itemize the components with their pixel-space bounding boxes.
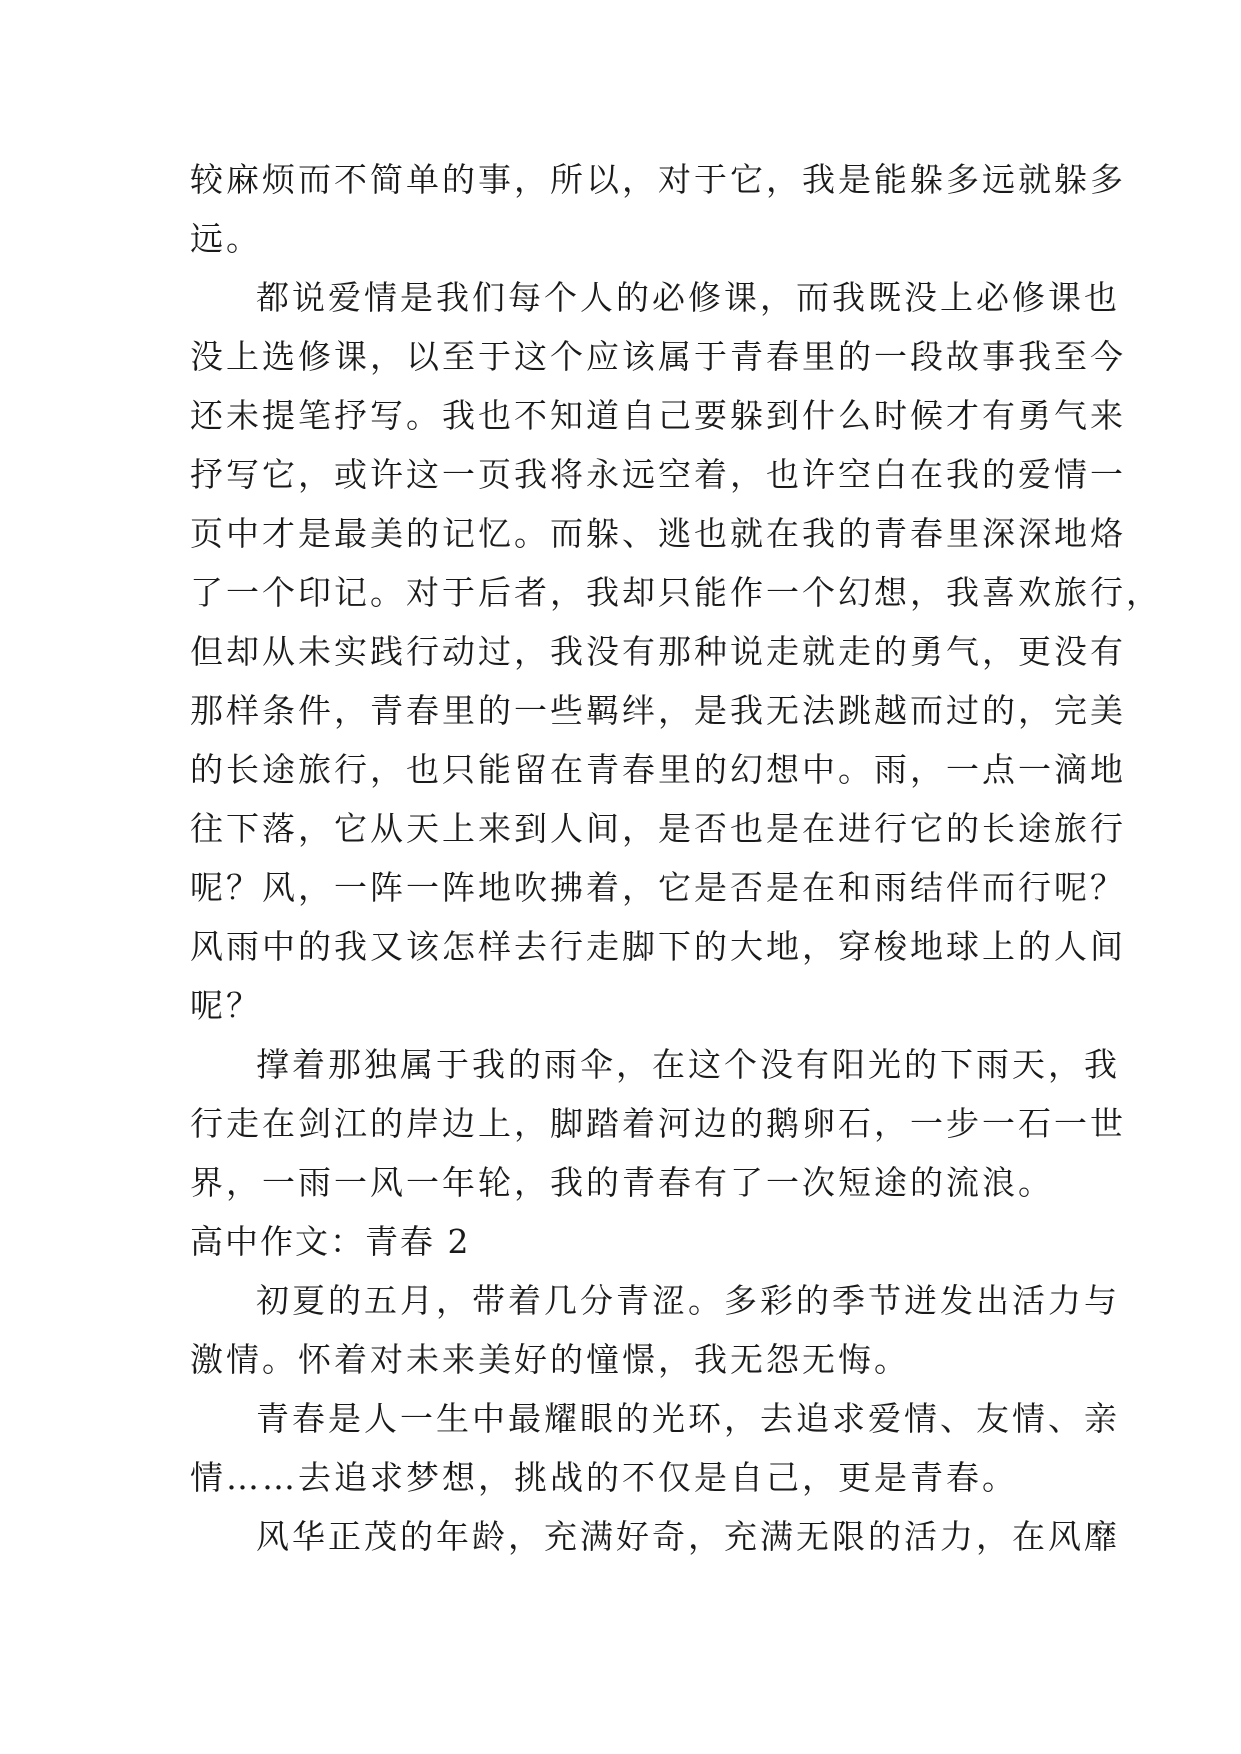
paragraph-start-line: 都说爱情是我们每个人的必修课，而我既没上必修课也 (256, 278, 1120, 317)
paragraph-start-line: 初夏的五月，带着几分青涩。多彩的季节迸发出活力与 (256, 1281, 1120, 1320)
text-line: 往下落，它从天上来到人间，是否也是在进行它的长途旅行 (190, 809, 1126, 848)
text-line: 激情。怀着对未来美好的憧憬，我无怨无悔。 (190, 1340, 910, 1379)
paragraph-start-line: 撑着那独属于我的雨伞，在这个没有阳光的下雨天，我 (256, 1045, 1120, 1084)
text-line: 页中才是最美的记忆。而躲、逃也就在我的青春里深深地烙 (190, 514, 1126, 553)
text-line: 那样条件，青春里的一些羁绊，是我无法跳越而过的，完美 (190, 691, 1126, 730)
text-line: 的长途旅行，也只能留在青春里的幻想中。雨，一点一滴地 (190, 750, 1126, 789)
text-line: 呢？ (190, 986, 262, 1025)
text-line: 情……去追求梦想，挑战的不仅是自己，更是青春。 (190, 1458, 1018, 1497)
text-line: 抒写它，或许这一页我将永远空着，也许空白在我的爱情一 (190, 455, 1126, 494)
paragraph-start-line: 青春是人一生中最耀眼的光环，去追求爱情、友情、亲 (256, 1399, 1120, 1438)
text-line: 远。 (190, 219, 262, 258)
text-line: 较麻烦而不简单的事，所以，对于它，我是能躲多远就躲多 (190, 160, 1126, 199)
essay-body (190, 150, 1162, 1566)
section-heading: 高中作文：青春 2 (190, 1222, 471, 1261)
text-line: 行走在剑江的岸边上，脚踏着河边的鹅卵石，一步一石一世 (190, 1104, 1126, 1143)
text-line: 呢？风，一阵一阵地吹拂着，它是否是在和雨结伴而行呢？ (190, 868, 1126, 907)
text-line: 界，一雨一风一年轮，我的青春有了一次短途的流浪。 (190, 1163, 1054, 1202)
text-line: 还未提笔抒写。我也不知道自己要躲到什么时候才有勇气来 (190, 396, 1126, 435)
paragraph-start-line: 风华正茂的年龄，充满好奇，充满无限的活力，在风靡 (256, 1517, 1120, 1556)
text-line: 了一个印记。对于后者，我却只能作一个幻想，我喜欢旅行， (190, 573, 1162, 612)
text-line: 没上选修课，以至于这个应该属于青春里的一段故事我至今 (190, 337, 1126, 376)
text-line: 风雨中的我又该怎样去行走脚下的大地，穿梭地球上的人间 (190, 927, 1126, 966)
text-line: 但却从未实践行动过，我没有那种说走就走的勇气，更没有 (190, 632, 1126, 671)
